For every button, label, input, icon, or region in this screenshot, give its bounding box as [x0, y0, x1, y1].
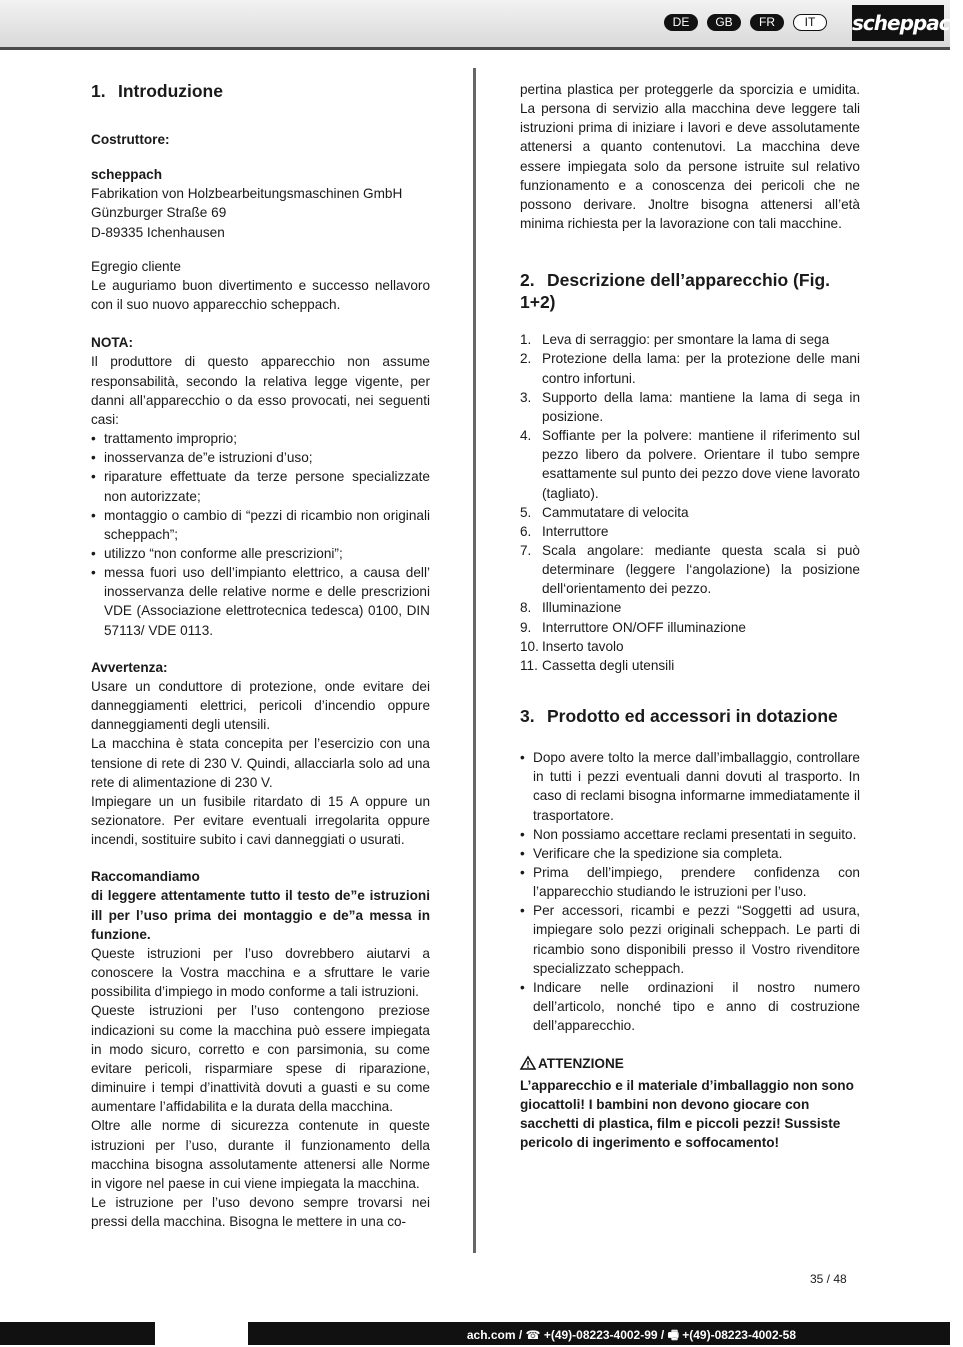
right-column — [520, 80, 860, 1152]
address-line: D-89335 Ichenhausen — [91, 224, 225, 240]
list-item: 9. Interruttore ON/OFF illuminazione — [520, 619, 746, 635]
wish-text: Le auguriamo buon divertimento e successo nellavoro con il suo nuovo apparecchio scheppach. — [91, 277, 430, 313]
list-item: 10. Inserto tavolo — [520, 638, 624, 654]
left-column — [91, 80, 430, 1231]
paragraph: Impiegare un un fusibile ritardato di 15 A oppure un sezionatore. Per evitare eventuali irregolarita oppure incendi, sostituire subito i cavi danneggiati o usurati. — [91, 793, 430, 848]
nota-text: Il produttore di questo apparecchio non assume responsabilità, secondo la relativa legge vigente, per danni all’apparecchio o da esso provocati, nei seguenti casi: — [91, 354, 430, 427]
address-line: Fabrikation von Holzbearbeitungsmaschinen GmbH — [91, 186, 403, 202]
list-item: • Verificare che la spedizione sia completa. — [520, 844, 860, 863]
list-item: 5. Cammutatare di velocita — [520, 504, 689, 520]
list-item: 7. Scala angolare: mediante questa scala si può determinare (leggere l‘angolazione) la posizione dell‘orientamento dei pezzo. — [520, 542, 860, 597]
lang-de[interactable]: DE — [664, 14, 698, 31]
attention-heading: ATTENZIONE — [520, 1054, 860, 1075]
list-item: • messa fuori uso dell’impianto elettrico, a causa dell’ inosservanza delle relative norme e delle prescrizioni VDE (Associazione elettrotecnica tedesca) 0100, DIN 57113/ VDE 0113. — [91, 563, 430, 640]
page-footer — [0, 1322, 950, 1345]
address-line: Günzburger Straße 69 — [91, 205, 227, 221]
list-item: 1. Leva di serraggio: per smontare la lama di sega — [520, 332, 830, 348]
list-item: • trattamento improprio; — [91, 429, 430, 448]
lang-it[interactable]: IT — [793, 14, 827, 31]
raccomandiamo-bold-text: di leggere attentamente tutto il testo de”e istruzioni ill per l’uso prima dei montaggio e de”a messa in funzione. — [91, 888, 430, 942]
paragraph: La macchina è stata concepita per l’esercizio con una tensione di rete di 230 V. Quindi, allacciarla solo ad una rete di alimentazione di 230 V. — [91, 736, 430, 790]
paragraph: Queste istruzioni per l’uso dovrebbero aiutarvi a conoscere la Vostra macchina e a sfruttare le varie possibilita d’impiego in modo conforme a tali istruzioni. — [91, 945, 430, 1000]
contact-info: ach.com / ☎ +(49)-08223-4002-99 / 🖷 +(49)-08223-4002-58 — [466, 1328, 796, 1342]
list-item: 3. Supporto della lama: mantiene la lama di sega in posizione. — [520, 389, 860, 424]
warning-triangle-icon — [520, 1056, 538, 1075]
lang-gb[interactable]: GB — [707, 14, 741, 31]
list-item: • Indicare nelle ordinazioni il nostro numero dell’articolo, nonché tipo e anno di costruzione dell’apparecchio. — [520, 978, 860, 1035]
lang-fr[interactable]: FR — [750, 14, 784, 31]
list-item: • Prima dell’impiego, prendere confidenza con l’apparecchio studiando le istruzioni per l’uso. — [520, 863, 860, 901]
avvertenza-label: Avvertenza: — [91, 659, 168, 675]
language-selector — [664, 14, 827, 31]
list-item: • montaggio o cambio di “pezzi di ricambio non originali scheppach”; — [91, 506, 430, 544]
section-heading-accessories: 3. Prodotto ed accessori in dotazione — [520, 706, 838, 727]
list-item: • utilizzo “non conforme alle prescrizioni”; — [91, 544, 430, 563]
section-heading-description: 2. Descrizione dell’apparecchio (Fig. 1+2) — [520, 270, 830, 313]
manufacturer-label: Costruttore: — [91, 132, 170, 147]
list-item: • Per accessori, ricambi e pezzi “Soggetti ad usura, impiegare solo pezzi originali scheppach. Le parti di ricambio sono disponibili presso il Vostro rivenditore specializzato scheppach. — [520, 901, 860, 978]
list-item: • Dopo avere tolto la merce dall’imballaggio, controllare in tutti i pezzi eventuali danni dovuti al trasporto. In caso di reclami bisogna informarne immediatamente il trasportatore. — [520, 748, 860, 825]
list-item: 2. Protezione della lama: per la protezione delle mani contro infortuni. — [520, 351, 860, 386]
nota-list — [91, 429, 430, 640]
list-item: • inosservanza de”e istruzioni d’uso; — [91, 448, 430, 467]
list-item: 11. Cassetta degli utensili — [520, 657, 675, 673]
parts-list — [520, 330, 860, 675]
greeting: Egregio cliente — [91, 258, 181, 274]
paragraph: Usare un conduttore di protezione, onde evitare dei danneggiamenti elettrici, pericoli d’incendio oppure danneggiamenti degli utensili. — [91, 678, 430, 733]
list-item: 4. Soffiante per la polvere: mantiene il riferimento sul pezzo libero da polvere. Orientare il tubo sempre esattamente sul punto dei pezzo dove viene lavorato (tagliato). — [520, 428, 860, 501]
list-item: 8. Illuminazione — [520, 600, 622, 616]
paragraph: Oltre alle norme di sicurezza contenute in queste istruzioni per l’uso, durante il funzionamento della macchina bisogna assolutamente attenersi alle Norme in vigore nel paese in cui viene impiegata la macchina. — [91, 1118, 430, 1191]
brand-logo: scheppach — [852, 5, 944, 41]
page-number: 35 / 48 — [810, 1272, 847, 1286]
list-item: • riparature effettuate da terze persone specializzate non autorizzate; — [91, 467, 430, 505]
paragraph: Le istruzione per l’uso devono sempre trovarsi nei pressi della macchina. Bisogna le mettere in una co- — [91, 1194, 430, 1230]
attention-text: L’apparecchio e il materiale d’imballaggio non sono giocattoli! I bambini non devono giocare con sacchetti di plastica, film e piccoli pezzi! Sussiste pericolo di ingerimento e soffocamento! — [520, 1077, 854, 1151]
list-item: • Non possiamo accettare reclami presentati in seguito. — [520, 825, 860, 844]
paragraph: Queste istruzioni per l’uso contengono preziose indicazioni su come la macchina può essere impiegata in modo sicuro, corretto e con parsimonia, su come evitare pericoli, risparmiare spese di riparazione, diminuire i tempi d’inattività dovuti a guasti e su come aumentare l’affidabilita e la durata della macchina. — [91, 1003, 430, 1115]
continued-text: pertina plastica per proteggerle da sporcizia e umidita. La persona di servizio alla macchina deve leggere tali istruzioni prima di iniziare i lavori e deve assolutamente attenersi a quanto contenutovi. La macchina deve essere impiegata solo da persone istruite sul relativo funzionamento e a conoscenza dei pericoli che ne possono derivare. Jnoltre bisogna attenersi all’età minima richiesta per la lavorazione con tali macchine. — [520, 82, 860, 232]
company-name: scheppach — [91, 167, 163, 183]
list-item: 6. Interruttore — [520, 523, 609, 539]
page-header — [0, 0, 963, 50]
section-heading-introduction: 1. Introduzione — [91, 81, 223, 101]
nota-label: NOTA: — [91, 335, 134, 351]
accessories-list — [520, 748, 860, 1035]
raccomandiamo-label: Raccomandiamo — [91, 869, 200, 885]
column-divider — [473, 68, 476, 1253]
